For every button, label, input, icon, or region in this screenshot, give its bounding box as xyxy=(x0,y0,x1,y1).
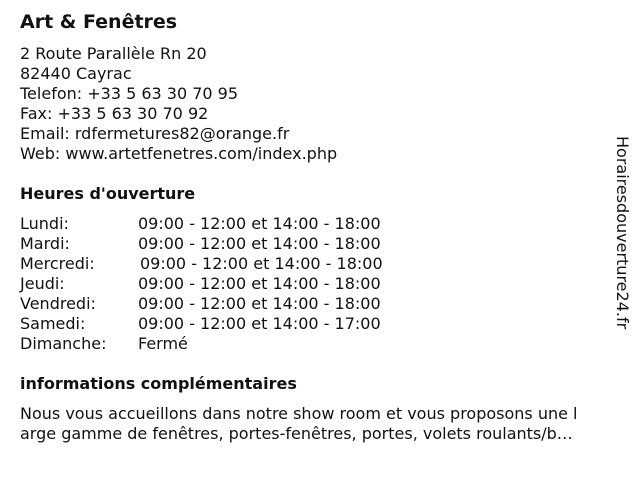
hours-day: Mardi: xyxy=(20,234,70,253)
website-text: Web: www.artetfenetres.com/index.php xyxy=(20,144,338,163)
address-line-2: 82440 Cayrac xyxy=(20,64,132,83)
hours-time: 09:00 - 12:00 et 14:00 - 18:00 xyxy=(138,234,381,253)
email-text: Email: rdfermetures82@orange.fr xyxy=(20,124,290,143)
info-line-2: arge gamme de fenêtres, portes-fenêtres, portes, volets roulants/b… xyxy=(20,424,573,443)
hours-day: Dimanche: xyxy=(20,334,107,353)
fax-text: Fax: +33 5 63 30 70 92 xyxy=(20,104,209,123)
hours-time: 09:00 - 12:00 et 14:00 - 18:00 xyxy=(140,254,383,273)
hours-day: Vendredi: xyxy=(20,294,96,313)
hours-time: 09:00 - 12:00 et 14:00 - 18:00 xyxy=(138,214,381,233)
contact-block xyxy=(20,44,337,164)
hours-day: Lundi: xyxy=(20,214,69,233)
hours-time: 09:00 - 12:00 et 14:00 - 17:00 xyxy=(138,314,381,333)
hours-time: Fermé xyxy=(138,334,188,353)
hours-time: 09:00 - 12:00 et 14:00 - 18:00 xyxy=(138,294,381,313)
info-heading: informations complémentaires xyxy=(20,374,297,393)
phone-text: Telefon: +33 5 63 30 70 95 xyxy=(20,84,239,103)
address-line-1: 2 Route Parallèle Rn 20 xyxy=(20,44,207,63)
hours-day: Samedi: xyxy=(20,314,86,333)
hours-heading: Heures d'ouverture xyxy=(20,184,196,203)
info-description xyxy=(20,404,630,444)
hours-day: Jeudi: xyxy=(20,274,65,293)
hours-day: Mercredi: xyxy=(20,254,95,273)
site-watermark-text: Horairesdouverture24.fr xyxy=(613,136,632,330)
page-title: Art & Fenêtres xyxy=(20,11,178,33)
hours-time: 09:00 - 12:00 et 14:00 - 18:00 xyxy=(138,274,381,293)
info-line-1: Nous vous accueillons dans notre show room et vous proposons une l xyxy=(20,404,578,423)
